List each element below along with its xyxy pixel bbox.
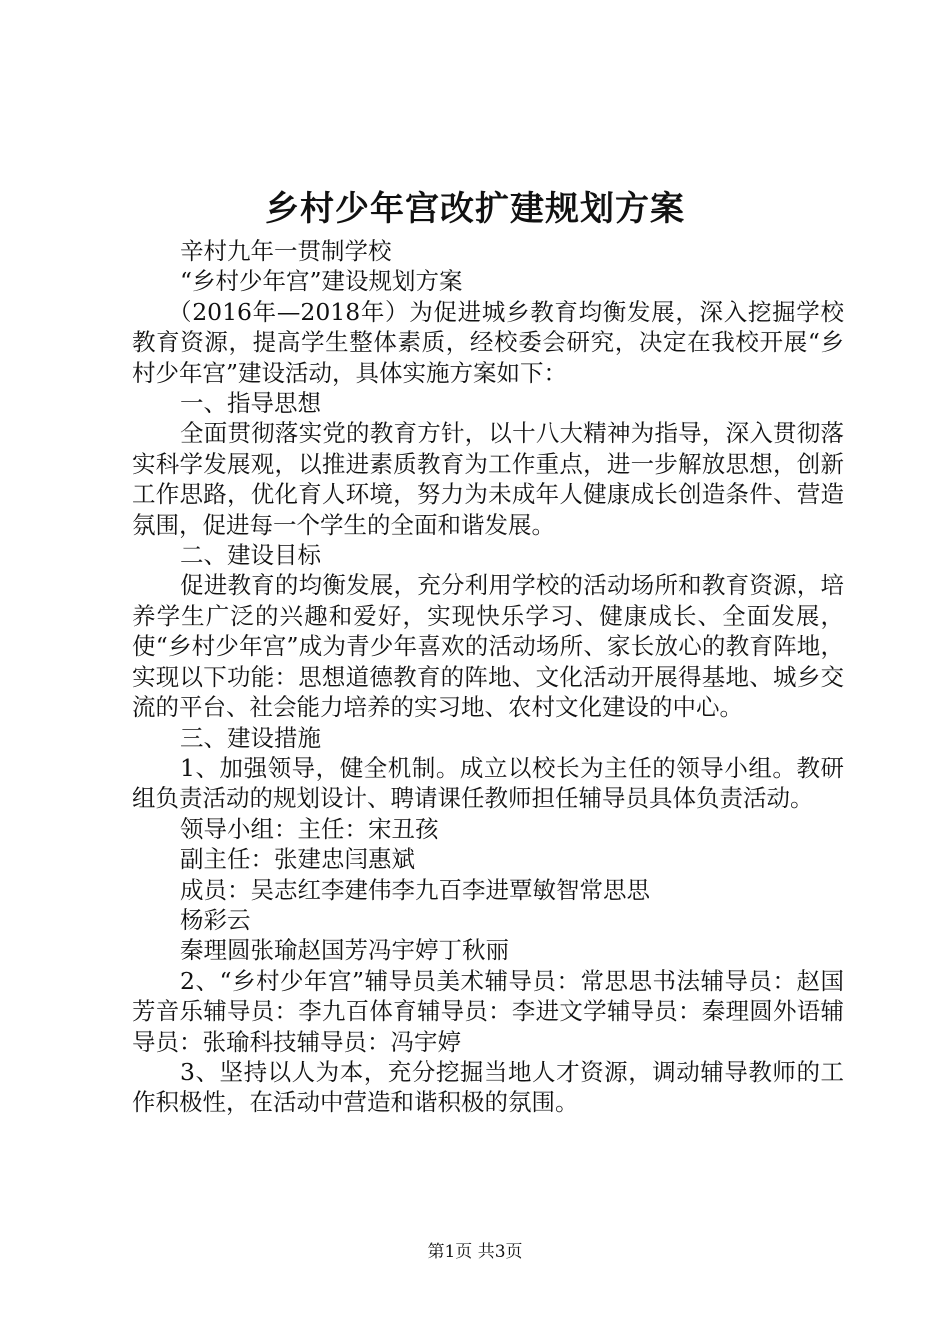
paragraph-leadership-members-cont: 杨彩云	[180, 905, 251, 934]
document-body	[132, 236, 844, 1118]
paragraph-construction-goals: 促进教育的均衡发展，充分利用学校的活动场所和教育资源，培养学生广泛的兴趣和爱好，实现快乐学习、健康成长、全面发展，使“乡村少年宫”成为青少年喜欢的活动场所、家长放心的教育阵地，实现以下功能：思想道德教育的阵地、文化活动开展得基地、城乡交流的平台、社会能力培养的实习地、农村文化建设的中心。	[132, 571, 844, 722]
paragraph-leadership-members: 成员：吴志红李建伟李九百李进覃敏智常思思	[180, 875, 650, 904]
paragraph-measure-1: 1、加强领导，健全机制。成立以校长为主任的领导小组。教研组负责活动的规划设计、聘请课任教师担任辅导员具体负责活动。	[132, 753, 844, 813]
paragraph-plan-name: “乡村少年宫”建设规划方案	[180, 267, 463, 296]
paragraph-school-name: 辛村九年一贯制学校	[180, 237, 392, 265]
section-heading-construction-measures: 三、建设措施	[180, 723, 321, 752]
paragraph-leadership-deputy: 副主任：张建忠闫惠斌	[180, 845, 415, 874]
page-footer: 第1页 共3页	[427, 1242, 523, 1262]
document-title: 乡村少年宫改扩建规划方案	[265, 189, 685, 229]
section-heading-construction-goals: 二、建设目标	[180, 541, 321, 570]
paragraph-measure-2: 2、“乡村少年宫”辅导员美术辅导员：常思思书法辅导员：赵国芳音乐辅导员：李九百体育辅导员：李进文学辅导员：秦理圆外语辅导员：张瑜科技辅导员：冯宇婷	[132, 966, 844, 1056]
paragraph-measure-3: 3、坚持以人为本，充分挖掘当地人才资源，调动辅导教师的工作积极性，在活动中营造和谐积极的氛围。	[132, 1057, 844, 1117]
paragraph-leadership-director: 领导小组：主任：宋丑孩	[180, 814, 439, 843]
section-heading-guiding-ideology: 一、指导思想	[180, 389, 321, 418]
paragraph-leadership-members-more: 秦理圆张瑜赵国芳冯宇婷丁秋丽	[180, 936, 509, 965]
paragraph-guiding-ideology: 全面贯彻落实党的教育方针，以十八大精神为指导，深入贯彻落实科学发展观，以推进素质教育为工作重点，进一步解放思想，创新工作思路，优化育人环境，努力为未成年人健康成长创造条件、营造氛围，促进每一个学生的全面和谐发展。	[132, 419, 844, 539]
paragraph-intro: （2016年—2018年）为促进城乡教育均衡发展，深入挖掘学校教育资源，提高学生整体素质，经校委会研究，决定在我校开展“乡村少年宫”建设活动，具体实施方案如下：	[132, 297, 844, 387]
